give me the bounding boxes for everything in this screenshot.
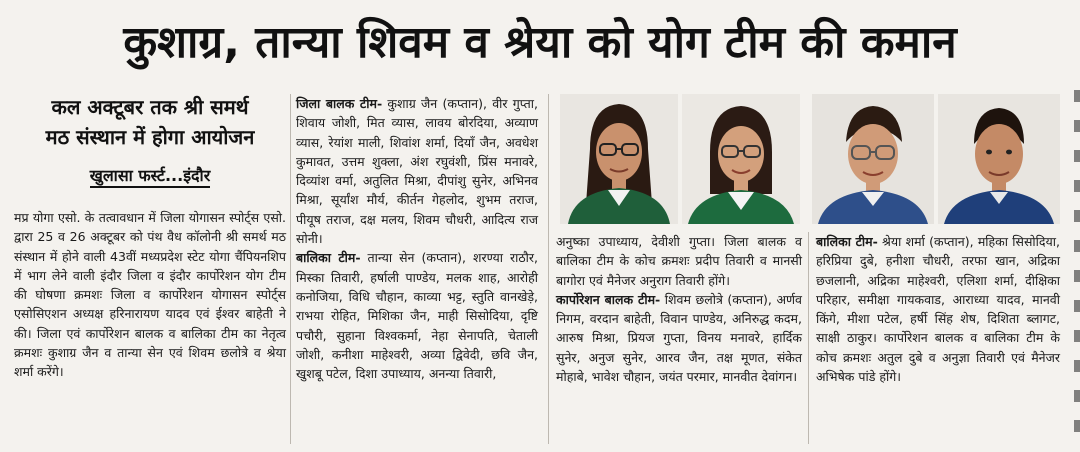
- subheadline: [14, 92, 286, 152]
- girl-portrait-photo-icon: [560, 94, 678, 224]
- boy-portrait-photo-icon: [812, 94, 934, 224]
- column-divider: [290, 94, 291, 444]
- boy-portrait-photo-icon: [938, 94, 1060, 224]
- subheadline-line-1: कल अक्टूबर तक श्री समर्थ: [51, 95, 249, 119]
- article-column-3: [556, 232, 802, 386]
- district-boys-team-list: कुशाग्र जैन (कप्तान), वीर गुप्ता, शिवाय जोशी, मित व्यास, लावय बोरदिया, अव्याण व्यास, रेयांश माली, शिवांश शर्मा, दियाँ जैन, अवधेश कुमावत, उत्तम शुक्ला, अंश रघुवंशी, प्रिंस मनावरे, दिव्यांश वर्मा, अतुलित मिश्रा, दीपांशु सुनेर, अभिनव मिश्रा, सूर्यांश मौर्य, कीर्तन गेहलोद, शुभम तराज, पीयूष तराज, दक्ष मलय, शिवम चौधरी, आदित्य राज सोनी।: [296, 96, 538, 247]
- article-column-2: [296, 94, 538, 383]
- page-headline: कुशाग्र, तान्या शिवम व श्रेया को योग टीम की कमान: [123, 17, 957, 68]
- captain-photo-4: [938, 94, 1060, 224]
- district-boys-team-label: जिला बालक टीम-: [296, 96, 383, 111]
- captain-photo-1: [560, 94, 678, 224]
- byline-text: खुलासा फर्स्ट...इंदौर: [90, 166, 211, 188]
- corporation-girls-team-label: बालिका टीम-: [816, 234, 878, 249]
- corporation-boys-team-label: कार्पोरेशन बालक टीम-: [556, 291, 661, 307]
- district-girls-team-list: तान्या सेन (कप्तान), शरण्या राठौर, मिस्का तिवारी, हर्षाली पाण्डेय, मलक शाह, आरोही कनोजिया, विधि चौहान, काव्या भट्ट, स्तुति वानखेड़े, राभया रोहित, मिशिका जैन, माही सिसोदिया, दृष्टि पचौरी, सुहाना विश्वकर्मा, नेहा सेनापति, चेताली जोशी, कनीशा माहेश्वरी, अव्या द्विवेदी, छवि जैन, खुशबू पटेल, दिशा उपाध्याय, अनन्या तिवारी,: [296, 250, 538, 382]
- corporation-girls-team-list: श्रेया शर्मा (कप्तान), महिका सिसोदिया, हरिप्रिया दुबे, हनीशा चौधरी, तरफा खान, अद्रिका छजलानी, अद्रिका माहेश्वरी, एलिशा शर्मा, दीक्षिका परिहार, समीक्षा गायकवाड, आराध्या यादव, मानवी किंगे, मीशा पटेल, हर्षी सिंह शेष, दिशिता ब्लागट, साक्षी ठाकुर। कार्पोरेशन बालक व बालिका टीम के कोच क्रमशः अतुल दुबे व अनुज्ञा तिवारी एवं मैनेजर अभिषेक पांडे होंगे।: [816, 234, 1060, 385]
- subheadline-line-2: मठ संस्थान में होगा आयोजन: [45, 125, 255, 149]
- captain-photo-2: [682, 94, 800, 224]
- adjacent-column-edge: [1074, 90, 1080, 450]
- article-column-1: मप्र योगा एसो. के तत्वावधान में जिला योगासन स्पोर्ट्स एसो. द्वारा 25 व 26 अक्टूबर को पंथ वैध कॉलोनी श्री समर्थ मठ संस्थान में होने वाली 43वीं मध्यप्रदेश स्टेट योगा चैंपियनशिप में भाग लेने वाली इंदौर जिला व इंदौर कार्पोरेशन योग टीम की घोषणा क्रमशः जिला व कार्पोरेशन योगासन स्पोर्ट्स एसोसिएशन अध्यक्ष हरिनारायण यादव एवं ईश्वर बाहेती ने की। जिला एवं कार्पोरेशन बालक व बालिका टीम का नेतृत्व क्रमशः कुशाग्र जैन व तान्या सेन एवं शिवम छलोत्रे व श्रेया शर्मा करेंगे।: [14, 210, 286, 380]
- captain-photo-3: [812, 94, 934, 224]
- girl-portrait-photo-icon: [682, 94, 800, 224]
- district-girls-team-label: बालिका टीम-: [296, 250, 361, 266]
- article-column-4: [816, 232, 1060, 386]
- byline: [14, 164, 286, 186]
- corporation-boys-team-list: शिवम छलोत्रे (कप्तान), अर्णव निगम, वरदान बाहेती, विवान पाण्डेय, अनिरुद्ध कदम, आरुष मिश्रा, प्रियज गुप्ता, विनय मनावरे, हार्दिक सुनेर, अनुज सुनेर, आरव जैन, तक्ष मूणत, संकेत मोहाबे, भावेश चौहान, जयंत परमार, मानवीत देवांगन।: [556, 291, 802, 385]
- district-coach-info: अनुष्का उपाध्याय, देवीशी गुप्ता। जिला बालक व बालिका टीम के कोच क्रमशः प्रदीप तिवारी व मानसी बागोरा एवं मैनेजर अनुराग तिवारी होंगे।: [556, 234, 802, 288]
- column-divider: [808, 232, 809, 444]
- column-divider: [548, 94, 549, 444]
